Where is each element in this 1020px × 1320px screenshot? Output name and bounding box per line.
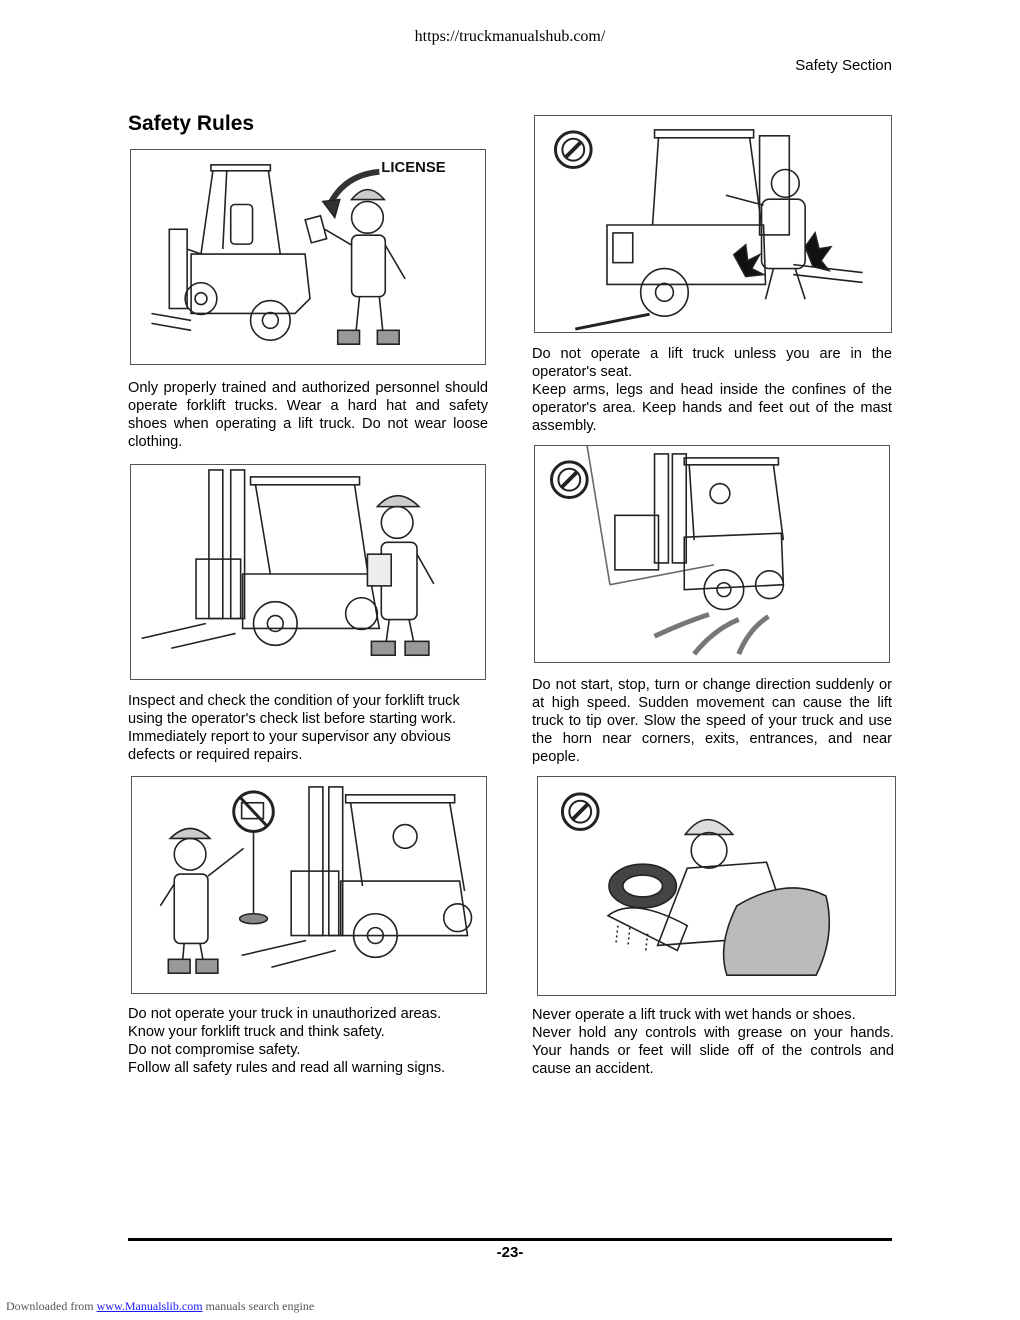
operator-person-illustration [305,190,405,345]
prohibited-icon [551,462,587,498]
forklift-illustration [242,787,472,967]
seat-illustration [724,888,830,975]
paragraph-text: Inspect and check the condition of your forklift truck using the operator's check list before starting work. Immediately report to your supervisor any obvious defects or required repairs. [128,693,460,763]
paragraph-text: Do not compromise safety. [128,1042,301,1058]
paragraph-text: Only properly trained and authorized personnel should operate forklift trucks. Wear a hard hat and safety shoes when operating a lift truck. Do not wear loose clothing. [128,380,488,450]
forklift-illustration [615,454,783,610]
figure-inspection [130,464,486,680]
page-title: Safety Rules [128,112,255,135]
paragraph-wet-hands [532,1006,894,1078]
section-label: Safety Section [795,57,892,74]
footer-rule [128,1238,892,1241]
figure-unauthorized-area [131,776,487,994]
download-footer [6,1299,314,1314]
no-forklift-sign-icon [234,792,274,924]
figure-outside-seat [534,115,892,333]
paragraph-text: Follow all safety rules and read all warning signs. [128,1060,446,1076]
footer-prefix: Downloaded from [6,1299,94,1313]
forklift-illustration [142,470,380,648]
paragraph-text: Know your forklift truck and think safety. [128,1024,385,1040]
forklift-illustration [575,130,862,329]
manualslib-link[interactable]: www.Manualslib.com [96,1299,203,1313]
paragraph-operator-seat [532,345,892,435]
paragraph-unauthorized-areas [128,1005,490,1077]
paragraph-trained-personnel [128,379,488,451]
prohibited-icon [562,794,598,830]
figure-sudden-movement [534,445,890,663]
paragraph-text: Never hold any controls with grease on your hands. Your hands or feet will slide off of the controls and cause an accident. [532,1025,894,1077]
forklift-illustration [151,165,310,340]
paragraph-text: Never operate a lift truck with wet hands or shoes. [532,1007,856,1023]
figure-license-operator [130,149,486,365]
prohibited-icon [555,132,591,168]
inspector-person-illustration [367,496,433,656]
paragraph-text: Do not start, stop, turn or change direction suddenly or at high speed. Sudden movement can cause the lift truck to tip over. Slow the speed of your truck and use the horn near corners, exits, entrances, and near people. [532,677,892,765]
page-number: -23- [496,1244,524,1261]
pointing-person-illustration [160,829,243,974]
paragraph-sudden-movement [532,676,892,766]
paragraph-text: Do not operate your truck in unauthorized areas. [128,1006,442,1022]
header-url: https://truckmanualshub.com/ [414,28,606,45]
paragraph-text: Do not operate a lift truck unless you are in the operator's seat. [532,346,892,380]
paragraph-text: Keep arms, legs and head inside the confines of the operator's area. Keep hands and feet out of the mast assembly. [532,382,892,434]
figure-wet-hands [537,776,896,996]
license-sign-text: LICENSE [381,159,446,176]
paragraph-inspection [128,692,490,764]
footer-suffix: manuals search engine [205,1299,315,1313]
